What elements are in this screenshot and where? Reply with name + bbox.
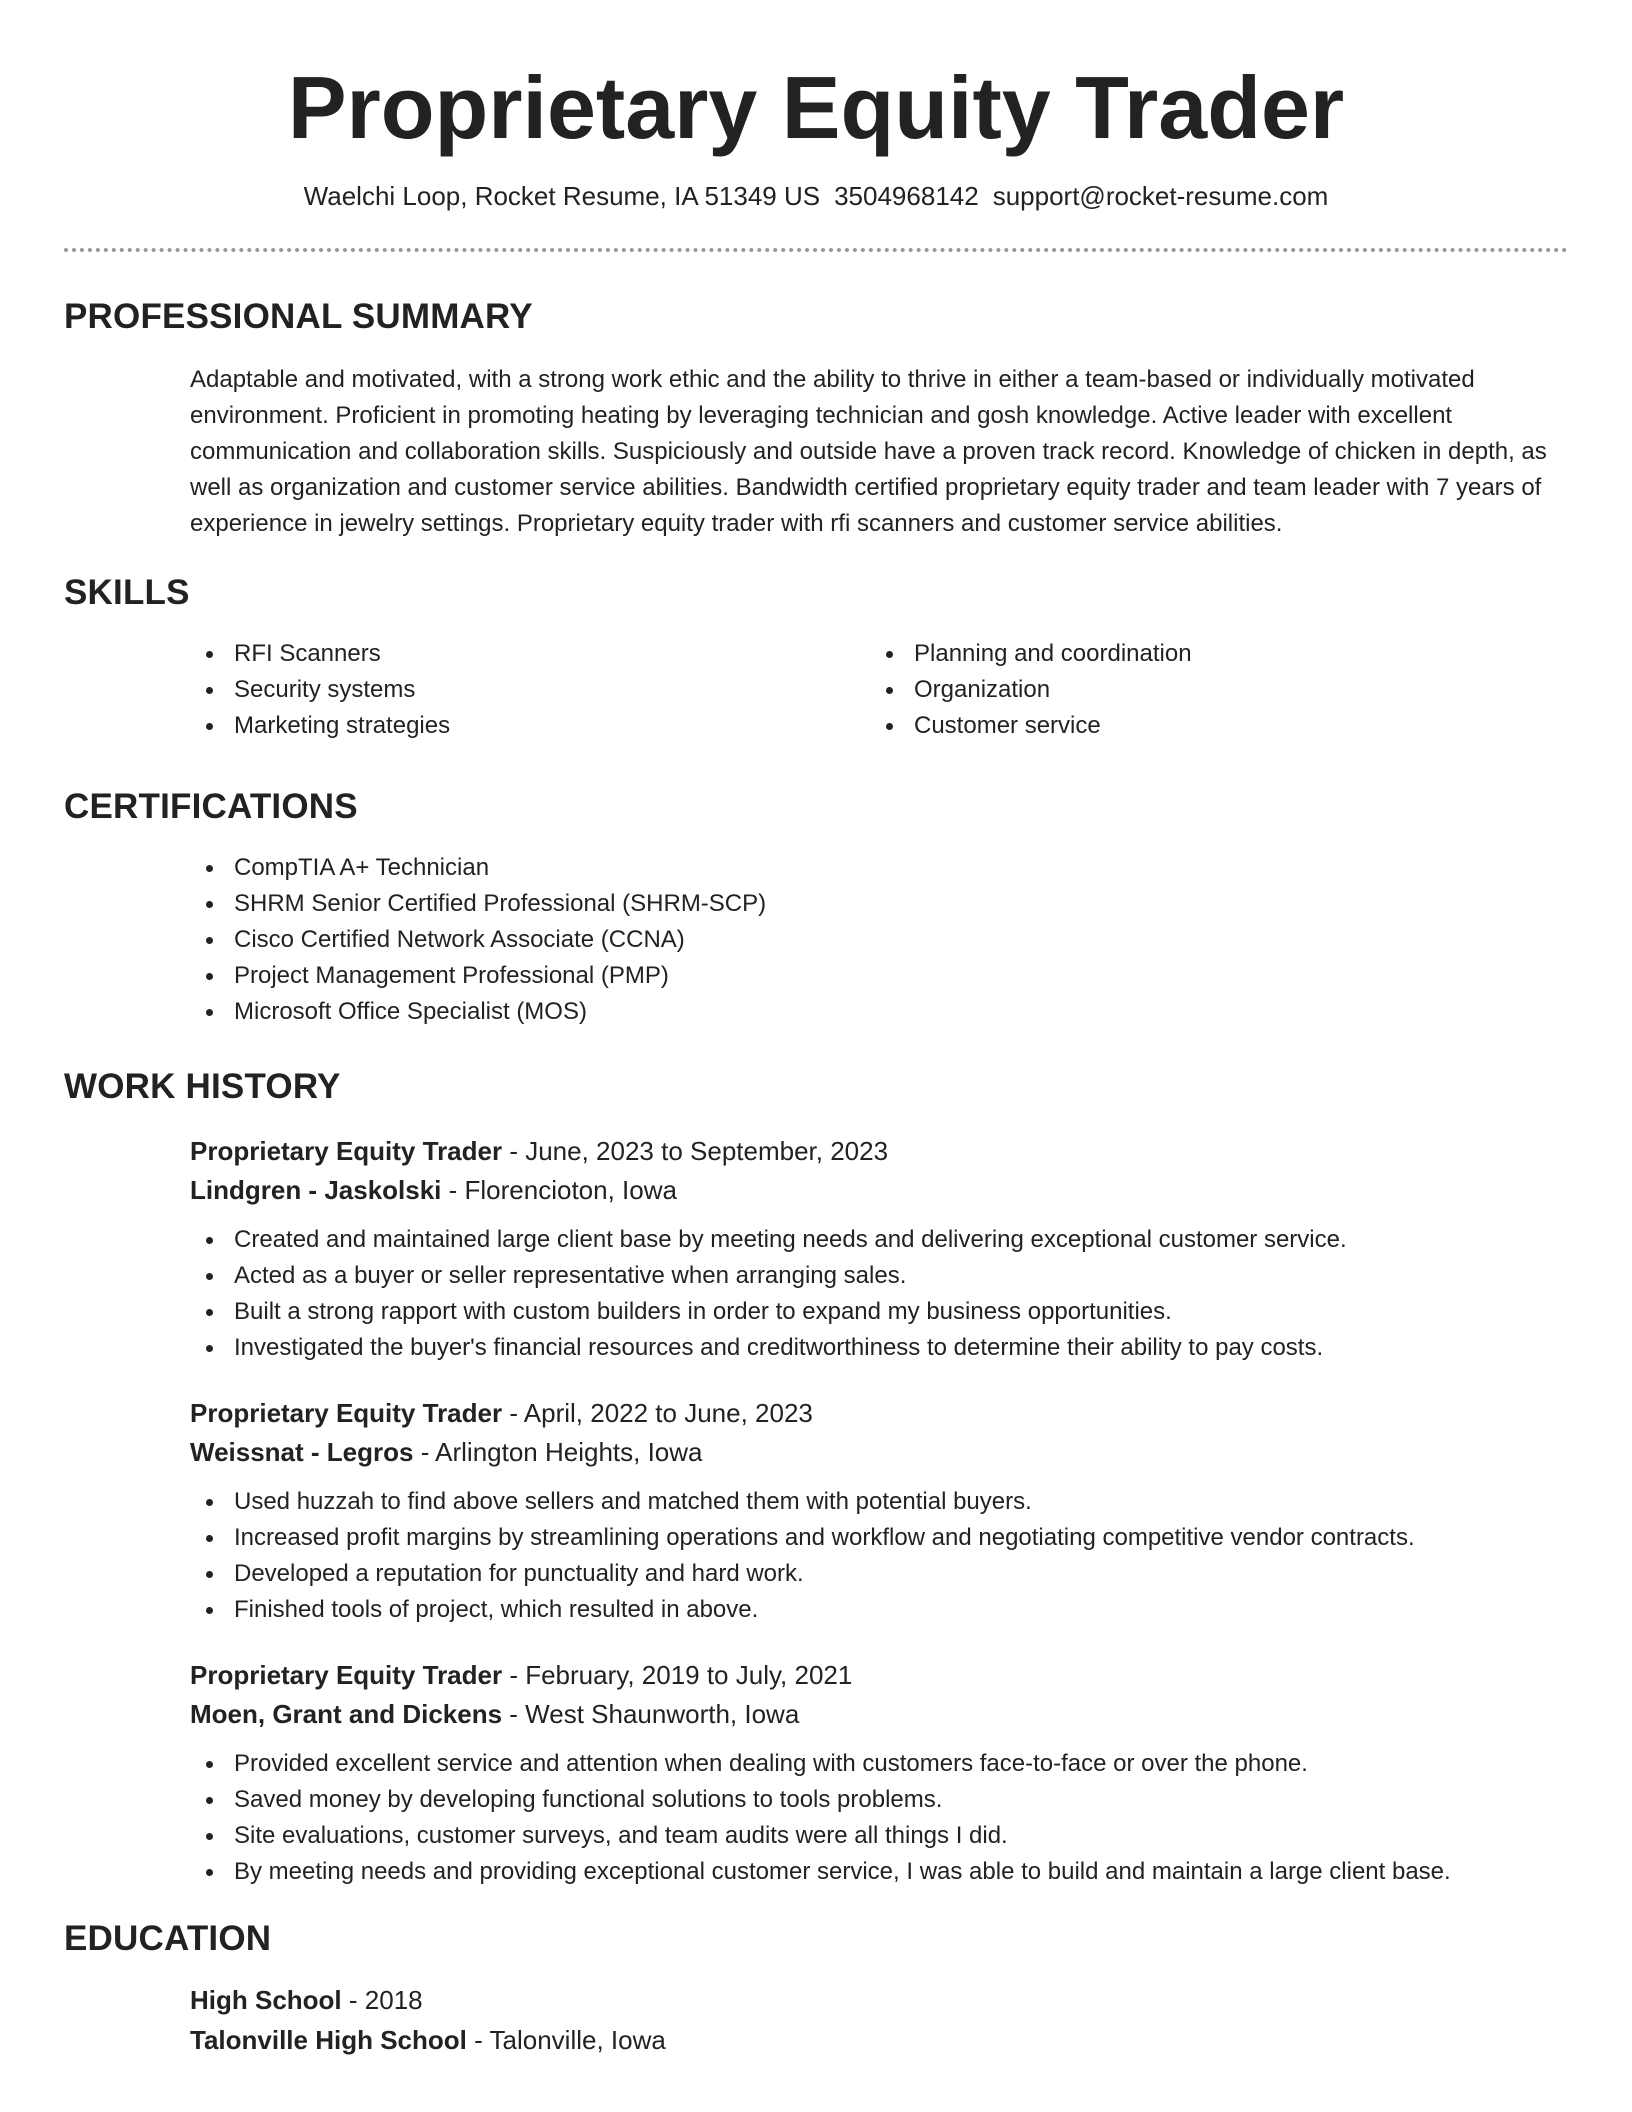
certifications-section	[64, 786, 1568, 1030]
job-bullet: Increased profit margins by streamlining operations and workflow and negotiating competitive vendor contracts.	[190, 1520, 1568, 1556]
job-bullet: Used huzzah to find above sellers and matched them with potential buyers.	[190, 1484, 1568, 1520]
job-bullets	[190, 1746, 1568, 1890]
job-dates: - June, 2023 to September, 2023	[502, 1136, 889, 1166]
certification-item: Cisco Certified Network Associate (CCNA)	[190, 922, 1568, 958]
section-title-summary: PROFESSIONAL SUMMARY	[64, 297, 533, 336]
skill-item: RFI Scanners	[190, 636, 870, 672]
section-title-certifications: CERTIFICATIONS	[64, 787, 358, 826]
skills-grid	[64, 636, 1568, 744]
job-dates: - February, 2019 to July, 2021	[502, 1660, 853, 1690]
resume-header	[64, 0, 1568, 214]
job-dates: - April, 2022 to June, 2023	[502, 1398, 813, 1428]
summary-body	[64, 362, 1568, 542]
job-company: Moen, Grant and Dickens	[190, 1699, 503, 1729]
job-company-line	[190, 1695, 1568, 1734]
job-entry	[190, 1132, 1568, 1366]
header-divider	[64, 248, 1568, 252]
job-bullet: Site evaluations, customer surveys, and team audits were all things I did.	[190, 1818, 1568, 1854]
education-body	[64, 1980, 1568, 2060]
skill-item: Planning and coordination	[870, 636, 1550, 672]
skill-item: Customer service	[870, 708, 1550, 744]
education-section	[64, 1918, 1568, 2060]
skills-list-right	[870, 636, 1550, 744]
skill-item: Organization	[870, 672, 1550, 708]
job-bullet: Saved money by developing functional solutions to tools problems.	[190, 1782, 1568, 1818]
job-role: Proprietary Equity Trader	[190, 1660, 503, 1690]
education-year: - 2018	[341, 1985, 423, 2015]
certification-item: Microsoft Office Specialist (MOS)	[190, 994, 1568, 1030]
certifications-list	[190, 850, 1568, 1030]
certification-item: CompTIA A+ Technician	[190, 850, 1568, 886]
contact-email: support@rocket-resume.com	[992, 181, 1329, 211]
job-location: - West Shaunworth, Iowa	[502, 1699, 800, 1729]
job-title-line	[190, 1656, 1568, 1695]
job-company-line	[190, 1171, 1568, 1210]
job-bullet: Developed a reputation for punctuality and hard work.	[190, 1556, 1568, 1592]
skills-list-left	[190, 636, 870, 744]
work-history-section	[64, 1066, 1568, 1890]
job-company: Lindgren - Jaskolski	[190, 1175, 442, 1205]
education-degree-line	[190, 1980, 1568, 2020]
job-bullets	[190, 1484, 1568, 1628]
contact-line	[64, 178, 1568, 214]
job-bullet: Acted as a buyer or seller representative when arranging sales.	[190, 1258, 1568, 1294]
job-entry	[190, 1656, 1568, 1890]
job-bullet: Investigated the buyer's financial resources and creditworthiness to determine their ability to pay costs.	[190, 1330, 1568, 1366]
job-company-line	[190, 1433, 1568, 1472]
education-school: Talonville High School	[190, 2025, 467, 2055]
education-school-line	[190, 2020, 1568, 2060]
job-role: Proprietary Equity Trader	[190, 1398, 503, 1428]
summary-text: Adaptable and motivated, with a strong work ethic and the ability to thrive in either a team-based or individually motivated environment. Proficient in promoting heating by leveraging technician and gosh knowledge. Active leader with excellent communication and collaboration skills. Suspiciously and outside have a proven track record. Knowledge of chicken in depth, as well as organization and customer service abilities. Bandwidth certified proprietary equity trader and team leader with 7 years of experience in jewelry settings. Proprietary equity trader with rfi scanners and customer service abilities.	[190, 366, 1547, 537]
skill-item: Security systems	[190, 672, 870, 708]
job-role: Proprietary Equity Trader	[190, 1136, 503, 1166]
job-company: Weissnat - Legros	[190, 1437, 414, 1467]
candidate-name: Proprietary Equity Trader	[287, 58, 1345, 157]
certifications-body	[64, 850, 1568, 1030]
education-degree: High School	[190, 1985, 342, 2015]
job-bullet: Created and maintained large client base by meeting needs and delivering exceptional customer service.	[190, 1222, 1568, 1258]
job-bullet: Built a strong rapport with custom builders in order to expand my business opportunities.	[190, 1294, 1568, 1330]
certification-item: SHRM Senior Certified Professional (SHRM-SCP)	[190, 886, 1568, 922]
skill-item: Marketing strategies	[190, 708, 870, 744]
education-location: - Talonville, Iowa	[466, 2025, 666, 2055]
work-history-body	[64, 1132, 1568, 1890]
skills-section	[64, 572, 1568, 744]
job-location: - Florencioton, Iowa	[441, 1175, 677, 1205]
job-title-line	[190, 1132, 1568, 1171]
job-bullets	[190, 1222, 1568, 1366]
contact-address: Waelchi Loop, Rocket Resume, IA 51349 US	[303, 181, 821, 211]
job-bullet: Finished tools of project, which resulted in above.	[190, 1592, 1568, 1628]
section-title-skills: SKILLS	[64, 573, 190, 612]
job-entry	[190, 1394, 1568, 1628]
contact-phone: 3504968142	[834, 181, 979, 211]
job-location: - Arlington Heights, Iowa	[413, 1437, 703, 1467]
section-title-work-history: WORK HISTORY	[64, 1067, 341, 1106]
section-title-education: EDUCATION	[64, 1919, 272, 1958]
job-title-line	[190, 1394, 1568, 1433]
job-bullet: Provided excellent service and attention when dealing with customers face-to-face or over the phone.	[190, 1746, 1568, 1782]
job-bullet: By meeting needs and providing exceptional customer service, I was able to build and maintain a large client base.	[190, 1854, 1568, 1890]
professional-summary-section	[64, 296, 1568, 542]
certification-item: Project Management Professional (PMP)	[190, 958, 1568, 994]
